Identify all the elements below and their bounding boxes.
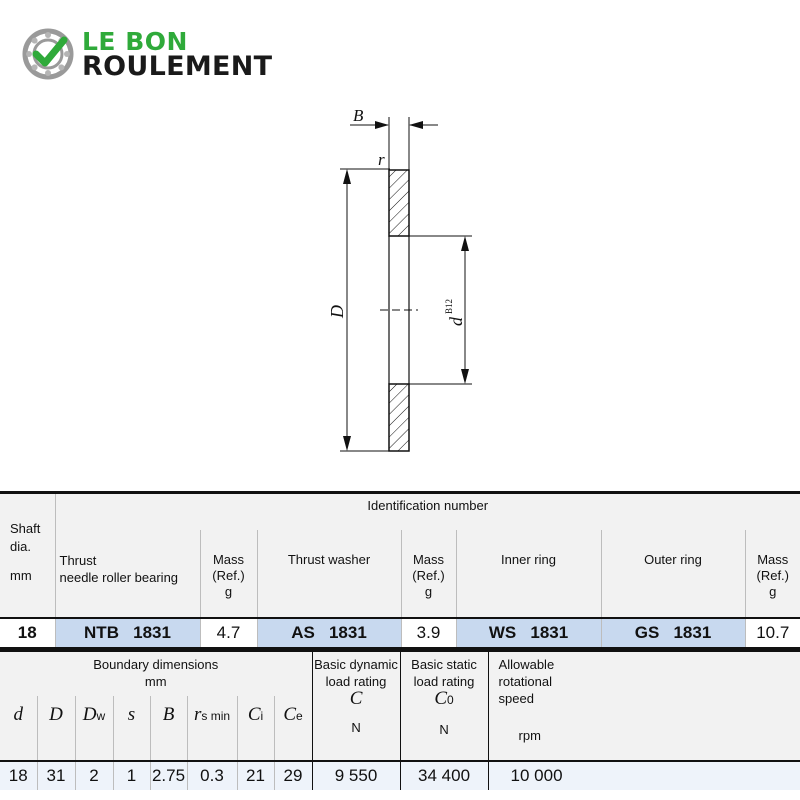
inner-ring-header: Inner ring: [456, 530, 601, 618]
label-d: d: [446, 317, 466, 326]
bearing-check-icon: [22, 28, 74, 80]
symbol-D: D: [49, 704, 63, 725]
outer-ring-header: Outer ring: [601, 530, 745, 618]
label-r: r: [378, 150, 385, 169]
brand-logo: [22, 26, 312, 84]
mass1-cell: 4.7: [200, 618, 257, 648]
symbol-Ce: C: [283, 704, 297, 725]
symbol-d: d: [13, 704, 23, 725]
value-s: 1: [113, 761, 150, 790]
shaft-header: Shaft dia. mm: [0, 493, 55, 619]
symbol-s: s: [127, 704, 136, 725]
mass2-cell: 3.9: [401, 618, 456, 648]
washer-drawing: [0, 100, 800, 470]
bearing-id-cell: NTB 1831: [55, 618, 200, 648]
dynamic-load-header: Basic dynamic load rating C N: [312, 651, 400, 762]
value-C: 9 550: [312, 761, 400, 790]
identification-title: Identification number: [55, 493, 800, 531]
washer-id-cell: AS 1831: [257, 618, 401, 648]
value-Dw: 2: [75, 761, 113, 790]
mass2-header: Mass (Ref.) g: [401, 530, 456, 618]
boundary-header: Boundary dimensions mm: [0, 651, 312, 697]
value-speed: 10 000: [488, 761, 800, 790]
table-row: [0, 618, 800, 648]
label-B: B: [353, 106, 364, 125]
symbol-B: B: [162, 704, 175, 725]
shaft-dia-cell: 18: [0, 618, 55, 648]
thrust-bearing-header: Thrust needle roller bearing: [55, 530, 200, 618]
dimensions-table: Boundary dimensions mm Basic dynamic load rating C N Basic static load rating C0 N Allowable rotational speed rpm d D Dw s B rs min Ci Ce 18 31 2 1 2.75 0.3 21 29 9 550 34 400 10 000: [0, 649, 800, 790]
symbol-r: r: [193, 704, 202, 725]
value-B: 2.75: [150, 761, 187, 790]
label-D: D: [327, 305, 347, 318]
value-r: 0.3: [187, 761, 237, 790]
value-Ce: 29: [274, 761, 312, 790]
mass3-cell: 10.7: [745, 618, 800, 648]
mass1-header: Mass (Ref.) g: [200, 530, 257, 618]
speed-header: Allowable rotational speed rpm: [488, 651, 800, 762]
value-d: 18: [0, 761, 37, 790]
brand-line2: ROULEMENT: [82, 51, 273, 82]
inner-ring-id-cell: WS 1831: [456, 618, 601, 648]
static-load-header: Basic static load rating C0 N: [400, 651, 488, 762]
value-Ci: 21: [237, 761, 274, 790]
mass3-header: Mass (Ref.) g: [745, 530, 800, 618]
symbol-Ci: C: [247, 704, 261, 725]
value-D: 31: [37, 761, 75, 790]
identification-table: [0, 491, 800, 649]
value-C0: 34 400: [400, 761, 488, 790]
symbol-Dw: D: [82, 704, 97, 725]
outer-ring-id-cell: GS 1831: [601, 618, 745, 648]
thrust-washer-header: Thrust washer: [257, 530, 401, 618]
table-row: [0, 761, 800, 790]
label-d-sup: B12: [444, 298, 454, 314]
brand-line1: LE BON: [82, 27, 188, 56]
